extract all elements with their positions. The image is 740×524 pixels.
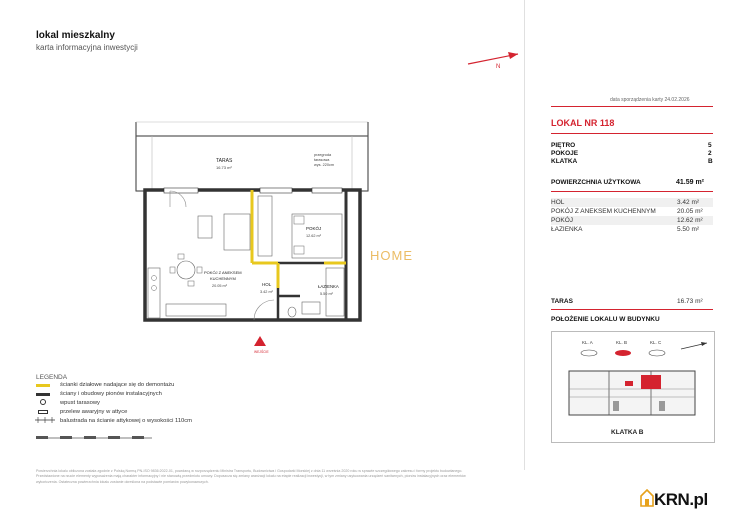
przegroda-line-2: tarasowa <box>314 158 330 162</box>
watermark: HOME <box>370 248 413 263</box>
room-label: HOL <box>551 199 565 206</box>
klatka-a-label: KL. A <box>582 340 593 345</box>
legend-item: balustrada na ścianie attykowej o wysokości 110cm <box>60 418 192 424</box>
scale-bar <box>36 432 156 442</box>
compass-arrow-icon <box>466 46 524 70</box>
legend-item: ścianki działowe nadające się do demontażu <box>60 382 175 388</box>
plan-taras-label: TARAS <box>216 158 233 164</box>
drain-icon <box>40 399 46 405</box>
info-label: PIĘTRO <box>551 142 576 149</box>
usable-area-value: 41.59 m² <box>676 179 705 186</box>
info-value: 2 <box>708 150 712 157</box>
legend-title: LEGENDA <box>36 374 68 381</box>
info-label: KLATKA <box>551 158 578 165</box>
compass-label: N <box>496 64 501 70</box>
plan-pokoj-area: 12.62 m² <box>306 234 321 238</box>
taras-label: TARAS <box>551 298 573 305</box>
lokal-number: LOKAL NR 118 <box>551 118 615 128</box>
legend-swatch-fixed <box>36 393 50 396</box>
overflow-icon <box>38 410 48 414</box>
taras-value: 16.73 m² <box>677 298 703 305</box>
red-rule <box>551 106 713 107</box>
room-value: 3.42 m² <box>677 199 700 206</box>
plan-salon-label-1: POKÓJ Z ANEKSEM <box>204 270 242 275</box>
plan-pokoj-label: POKÓJ <box>306 226 322 231</box>
room-label: ŁAZIENKA <box>551 226 583 233</box>
info-label: POKOJE <box>551 150 579 157</box>
room-label: POKÓJ Z ANEKSEM KUCHENNYM <box>551 208 656 215</box>
red-rule <box>551 191 713 192</box>
plan-lazienka-label: ŁAZIENKA <box>318 284 339 289</box>
entrance-label: WEJŚCIE <box>254 350 269 354</box>
klatka-caption: KLATKA B <box>611 429 644 436</box>
house-logo-icon <box>640 489 654 507</box>
plan-salon-label-2: KUCHENNYM <box>210 276 236 281</box>
unit-highlight <box>641 375 661 389</box>
red-rule <box>551 133 713 134</box>
legend-swatch-removable <box>36 384 50 387</box>
panel-divider <box>524 0 525 470</box>
klatka-b-label: KL. B <box>616 340 628 345</box>
plan-salon-area: 20.05 m² <box>212 284 227 288</box>
plan-hol-label: HOL <box>262 282 272 287</box>
legend-item: wpust tarasowy <box>60 400 100 406</box>
footer-note: Powierzchnia lokalu obliczona została zgodnie z Polską Normą PN-ISO 9836:2022-01, powołaną w rozporządzeniu Ministra Transportu, Budownictwa i Gospodarki Morskiej z dnia 11 września 2020 roku w sprawie szczegółowego zakresu i formy projektu budowlanego. Przedstawione na rzucie elementy wyposażenia mają charakter informacyjny i nie stanowią przedmiotu umowy. Dopuszcza się zmiany aranżacji lokalu na etapie realizacji inwestycji, w tym zmiany usytuowania urządzeń sanitarnych, pionów instalacyjnych oraz elementów wykończenia. Ostateczna powierzchnia lokalu zostanie określona na podstawie pomiarów powykonawczych. <box>36 469 466 484</box>
legend-item: ściany i obudowy pionów instalacyjnych <box>60 391 162 397</box>
przegroda-line-1: przegroda <box>314 153 332 157</box>
room-value: 5.50 m² <box>677 226 700 233</box>
usable-area-label: POWIERZCHNIA UŻYTKOWA <box>551 179 641 186</box>
brand-logo: KRN.pl <box>654 490 708 509</box>
plan-lazienka-area: 5.50 m² <box>320 292 333 296</box>
building-location-plan <box>551 331 715 443</box>
room-value: 12.62 m² <box>677 217 703 224</box>
red-rule <box>551 309 713 310</box>
legend-item: przelew awaryjny w attyce <box>60 409 128 415</box>
room-value: 20.05 m² <box>677 208 703 215</box>
floor-plan <box>128 118 388 356</box>
klatka-c-label: KL. C <box>650 340 662 345</box>
page-title: lokal mieszkalny <box>36 30 115 41</box>
info-value: 5 <box>708 142 712 149</box>
info-value: B <box>708 158 713 165</box>
room-label: POKÓJ <box>551 217 574 224</box>
balustrade-icon <box>34 416 56 424</box>
entrance-arrow-icon <box>254 336 266 346</box>
plan-hol-area: 3.42 m² <box>260 290 273 294</box>
przegroda-line-3: wys. 220cm <box>314 163 335 167</box>
card-date: data sporządzenia karty 24.02.2026 <box>610 97 690 103</box>
location-title: POŁOŻENIE LOKALU W BUDYNKU <box>551 316 660 323</box>
plan-taras-area: 16.73 m² <box>216 165 232 170</box>
page-subtitle: karta informacyjna inwestycji <box>36 43 138 52</box>
